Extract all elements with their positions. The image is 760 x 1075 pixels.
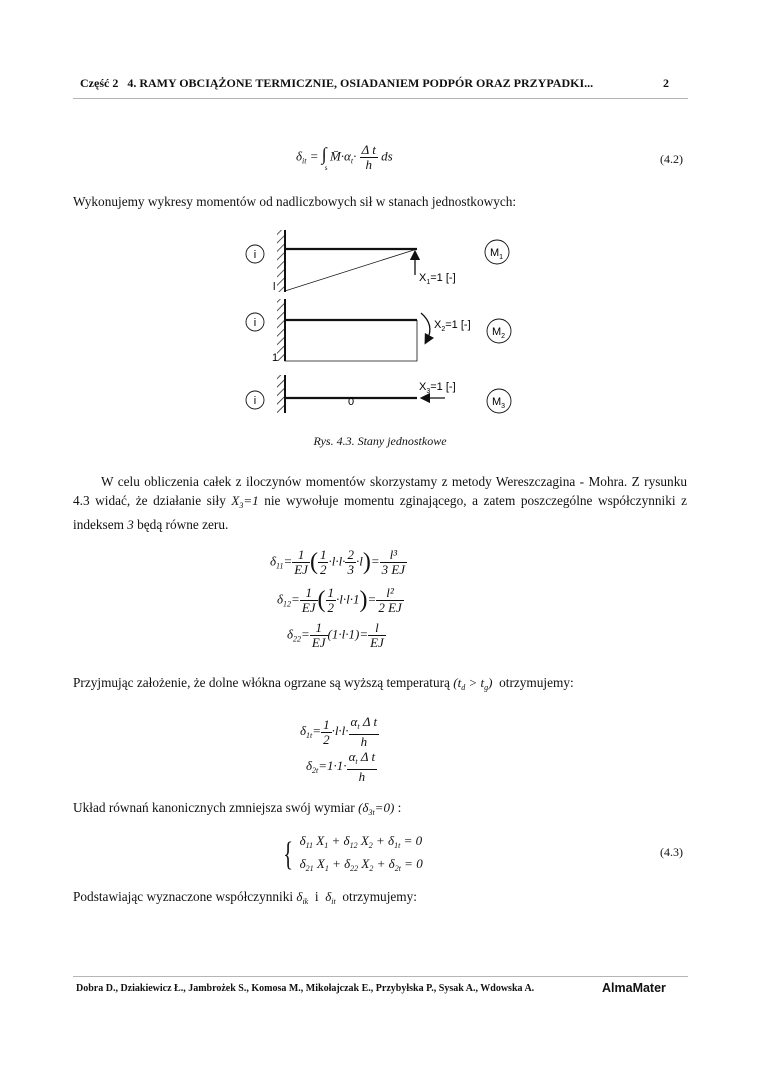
eq42-dot: · (353, 148, 357, 164)
d12-rd: 2 EJ (378, 600, 402, 615)
eq42-integral (321, 144, 328, 173)
d1t-an (349, 715, 380, 735)
force-label-2 (434, 319, 471, 333)
eq43-line2: $\delta_{21}$ $X_1 + \delta_{22}$ $X_2 + \delta_{2t} = 0$ (299, 856, 423, 873)
p2-math-x: X (231, 493, 240, 508)
d12-lhs: δ (277, 591, 284, 607)
p5-text: Podstawiając wyznaczone współczynniki (73, 889, 297, 904)
eq-delta-1t: $\delta_{1t}=$ $\frac{1}{2}$ ·l·l· $\frac{\alpha_t \Delta t}{h}$ (300, 714, 378, 749)
page-number: 2 (663, 76, 669, 90)
d1t-fd: 2 (323, 731, 330, 747)
d12-f1n: 1 (300, 586, 318, 601)
p2-text-1: W celu obliczenia całek z iloczynów momentów skorzystamy z metody Wereszczagina - Mohra. Z rysunku 4.3 widać, że działanie siły (73, 474, 687, 508)
p3-text-end: otrzymujemy: (492, 675, 574, 690)
p3-m-end: ) (488, 675, 493, 690)
d22-sub: 22 (293, 634, 302, 644)
d2t-an (347, 750, 378, 770)
value-label-1: l (273, 281, 276, 293)
paragraph-system (73, 798, 401, 822)
state-m3-sub: 3 (501, 403, 506, 410)
d1t-alpha-sub: t (357, 722, 360, 731)
p3-m2-sub: g (484, 683, 489, 692)
state-m2: M (492, 326, 502, 338)
force-label-1 (419, 272, 456, 286)
eq42-eq: = (309, 148, 319, 164)
d11-f1d: EJ (294, 562, 308, 577)
eq-delta-11: $\delta_{11}=$ $\frac{1}{EJ}$ ( $\frac{1}{2}$ ·l·l· $\frac{2}{3}$ ·l)= $\frac{\text{l³}}{3 EJ}$ (270, 547, 406, 577)
state-label-1 (490, 247, 503, 261)
node-label-2: i (253, 317, 257, 329)
running-header (80, 76, 687, 91)
p5-m2-d: δ (325, 889, 332, 904)
force-x2: X (434, 319, 442, 331)
paragraph-method (73, 472, 687, 534)
d1t-mid: ·l·l· (331, 722, 349, 738)
d11-sub: 11 (276, 561, 284, 571)
p4-text: Układ równań kanonicznych zmniejsza swój wymiar (73, 800, 359, 815)
d2t-alpha: α (348, 749, 356, 764)
p2-text-3: będą równe zeru. (133, 517, 229, 532)
eq42-number: (4.2) (660, 152, 683, 166)
d12-sub: 12 (283, 599, 292, 609)
d11-rd: 3 EJ (381, 562, 406, 577)
force-label-3 (419, 381, 456, 395)
eq42-integral-sub: s (324, 164, 328, 173)
footer-rule (73, 976, 688, 977)
state-m2-sub: 2 (501, 333, 506, 340)
value-label-3: 0 (347, 396, 355, 408)
p4-m-end: =0) (374, 800, 395, 815)
d11-rn: l³ (380, 548, 407, 563)
eq-delta-22: $\delta_{22}=$ $\frac{1}{EJ}$ (1·l·1)= $\frac{l}{EJ}$ (287, 620, 384, 650)
moment-diagram-2 (285, 320, 417, 361)
d11-ib: 2 (319, 562, 327, 577)
d12-f1 (300, 586, 318, 615)
p4-colon: : (394, 800, 402, 815)
eq42-frac-num: Δ t (361, 142, 376, 157)
p5-text-end: otrzymujemy: (335, 889, 417, 904)
d22-res (368, 621, 386, 650)
paragraph-assumption (73, 673, 574, 697)
d11-ia: 1 (319, 547, 327, 562)
d11-lhs: δ (270, 553, 277, 569)
header-rule (73, 98, 688, 99)
d22-f1d: EJ (311, 635, 326, 650)
eq42-integral-sign: ∫ (321, 144, 327, 165)
eq43-number: (4.3) (660, 845, 683, 859)
p4-m-sub: 3t (368, 808, 375, 817)
p5-and: i (308, 889, 326, 904)
p5-m1-sub: ik (302, 897, 309, 906)
state-m1-sub: 1 (499, 254, 504, 261)
d2t-an-tail: Δ t (357, 749, 376, 764)
moment-arrow-2 (421, 313, 430, 340)
d2t-mid: =1·1· (318, 757, 347, 773)
paragraph-intro: Wykonujemy wykresy momentów od nadliczbowych sił w stanach jednostkowych: (73, 194, 517, 209)
d11-f1 (292, 548, 310, 577)
state-m1-diagram (246, 230, 509, 293)
eq42-lhs: δ (296, 148, 303, 164)
p3-m-mid: > t (465, 675, 485, 690)
eq43-lines (300, 832, 423, 878)
p2-math (231, 493, 258, 508)
p2-text-2: nie wywołuje momentu zginającego, a zatem poszczególne współczynniki z indeksem (73, 493, 687, 532)
d22-f1n: 1 (310, 621, 328, 636)
eq42-frac-den: h (365, 157, 372, 172)
node-label-1: i (253, 249, 257, 261)
d11-res (380, 548, 407, 577)
state-m3-diagram (246, 375, 511, 413)
p2-index: 3 (127, 517, 134, 532)
p2-math-sub: 3 (239, 501, 244, 510)
d1t-lhs: δ (300, 722, 307, 738)
p2-math-rest: =1 (243, 493, 259, 508)
force-x1-val: =1 [-] (430, 272, 456, 284)
force-x2-sub: 2 (441, 326, 446, 333)
fixed-support-2 (277, 299, 285, 361)
eq42-tail: ds (381, 148, 393, 164)
d11-mid: ·l·l· (328, 553, 346, 569)
paragraph-substitute (73, 887, 417, 911)
node-label-3: i (253, 395, 257, 407)
d1t-an-tail: Δ t (359, 714, 378, 729)
header-title: Część 2 4. RAMY OBCIĄŻONE TERMICZNIE, OSIADANIEM PODPÓR ORAZ PRZYPADKI... (80, 76, 594, 90)
eq-delta-12: $\delta_{12}=$ $\frac{1}{EJ}$ ( $\frac{1}{2}$ ·l·l·1)= $\frac{\text{l²}}{2 EJ}$ (277, 585, 402, 615)
state-label-2 (492, 326, 505, 340)
force-x1-sub: 1 (426, 279, 431, 286)
p5-m1-d: δ (296, 889, 303, 904)
state-m2-diagram (246, 299, 511, 364)
state-m3: M (492, 396, 502, 408)
d2t-alpha-sub: t (355, 757, 358, 766)
d11-tail: ·l (355, 553, 363, 569)
fixed-support-3 (277, 375, 285, 413)
d22-rd: EJ (370, 635, 384, 650)
d22-inner: (1·l·1) (327, 626, 360, 642)
d11-fa (318, 548, 329, 577)
d22-f1 (310, 621, 328, 650)
d12-f1d: EJ (301, 600, 316, 615)
d2t-a (347, 750, 378, 784)
d11-fc (345, 548, 356, 577)
state-m1: M (490, 247, 500, 259)
p3-text: Przyjmując założenie, że dolne włókna ogrzane są wyższą temperaturą (73, 675, 454, 690)
p3-m1: (t (453, 675, 462, 690)
d1t-f (321, 718, 332, 747)
equation-4-2 (296, 143, 393, 172)
eq42-fraction (360, 143, 378, 172)
d12-ib: 2 (327, 600, 335, 615)
eq43-brace: { (283, 836, 294, 873)
d11-f1n: 1 (292, 548, 310, 563)
d12-rn: l² (376, 586, 403, 601)
figure-caption: Rys. 4.3. Stany jednostkowe (313, 434, 447, 448)
equation-4-3 (280, 832, 423, 878)
p5-m2-sub: it (331, 897, 336, 906)
fixed-support-1 (277, 230, 285, 292)
state-label-3 (492, 396, 505, 410)
eq42-term-sub: t (350, 156, 354, 166)
force-x3-val: =1 [-] (430, 381, 456, 393)
p3-math (453, 675, 492, 690)
d11-ic: 2 (347, 547, 354, 562)
d1t-ad: h (360, 734, 368, 749)
d22-lhs: δ (287, 626, 294, 642)
eq42-term: M̄·α (329, 148, 351, 164)
force-x2-val: =1 [-] (445, 319, 471, 331)
force-x3: X (419, 381, 427, 393)
value-label-2: 1 (272, 352, 279, 364)
d12-mid: ·l·l·1 (336, 591, 360, 607)
moment-diagram-1 (285, 249, 417, 291)
d12-fa (326, 586, 337, 615)
footer-brand: AlmaMater (602, 981, 666, 995)
eq43-line1: $\delta_{11}$ $X_1 + \delta_{12}$ $X_2 + \delta_{1t} = 0$ (299, 833, 423, 850)
eq42-lhs-sub: it (302, 156, 307, 166)
p4-m: (δ (358, 800, 369, 815)
d2t-ad: h (358, 769, 366, 784)
force-x1: X (419, 272, 427, 284)
d2t-sub: 2t (312, 765, 319, 775)
d1t-fn: 1 (323, 716, 330, 732)
footer-authors: Dobra D., Dziakiewicz Ł., Jambrożek S., Komosa M., Mikołajczak E., Przybyłska P., Sysak A., Wdowska A. (76, 983, 535, 994)
p3-m1-sub: d (461, 683, 466, 692)
d11-id: 3 (347, 562, 354, 577)
figure-unit-states (235, 225, 525, 420)
eq-delta-2t (306, 750, 377, 784)
d12-res (376, 586, 403, 615)
force-x3-sub: 3 (426, 388, 431, 395)
d2t-lhs: δ (306, 757, 313, 773)
d12-ia: 1 (327, 585, 335, 600)
d22-rn: l (368, 621, 386, 636)
d1t-alpha: α (350, 714, 358, 729)
p4-math (358, 800, 394, 815)
d1t-sub: 1t (306, 730, 313, 740)
p5-m1 (296, 889, 308, 904)
d1t-a (349, 715, 380, 749)
p5-m2 (325, 889, 336, 904)
